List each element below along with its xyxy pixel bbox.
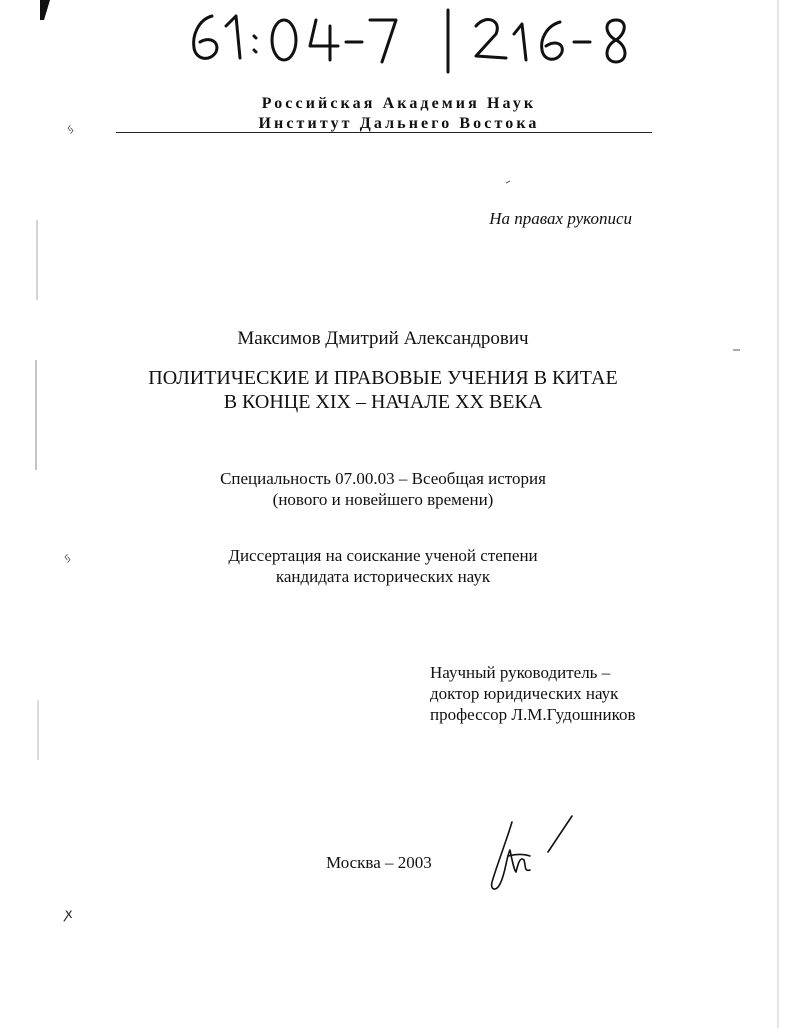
handwritten-signature bbox=[480, 812, 580, 897]
specialty-line-1: Специальность 07.00.03 – Всеобщая история bbox=[220, 469, 546, 488]
supervisor-line-1: Научный руководитель – bbox=[430, 663, 611, 682]
title-line-2: В КОНЦЕ XIX – НАЧАЛЕ XX ВЕКА bbox=[223, 391, 543, 413]
degree-statement bbox=[0, 545, 766, 587]
degree-line-2: кандидата исторических наук bbox=[275, 567, 491, 586]
supervisor-line-2: доктор юридических наук bbox=[430, 684, 619, 703]
svg-text:ᛃ: ᛃ bbox=[66, 120, 76, 138]
rights-note: На правах рукописи bbox=[489, 209, 632, 228]
header-divider bbox=[116, 132, 652, 133]
specialty-line-2: (нового и новейшего времени) bbox=[272, 490, 494, 509]
supervisor-line-3: профессор Л.М.Гудошников bbox=[430, 705, 636, 724]
scientific-supervisor bbox=[430, 662, 636, 725]
author-name: Максимов Дмитрий Александрович bbox=[237, 328, 529, 349]
title-line-1: ПОЛИТИЧЕСКИЕ И ПРАВОВЫЕ УЧЕНИЯ В КИТАЕ bbox=[148, 367, 618, 389]
svg-text:ᛃ: ᛃ bbox=[63, 549, 73, 567]
institution-header bbox=[0, 94, 798, 134]
specialty bbox=[0, 468, 766, 510]
svg-text:ꭗ: ꭗ bbox=[65, 906, 73, 922]
institution-name: Институт Дальнего Востока bbox=[258, 115, 540, 132]
archive-code-handwritten bbox=[180, 6, 680, 76]
city-year: Москва – 2003 bbox=[326, 853, 432, 872]
institution-academy: Российская Академия Наук bbox=[261, 95, 537, 112]
dissertation-title bbox=[0, 366, 766, 414]
degree-line-1: Диссертация на соискание ученой степени bbox=[228, 546, 538, 565]
